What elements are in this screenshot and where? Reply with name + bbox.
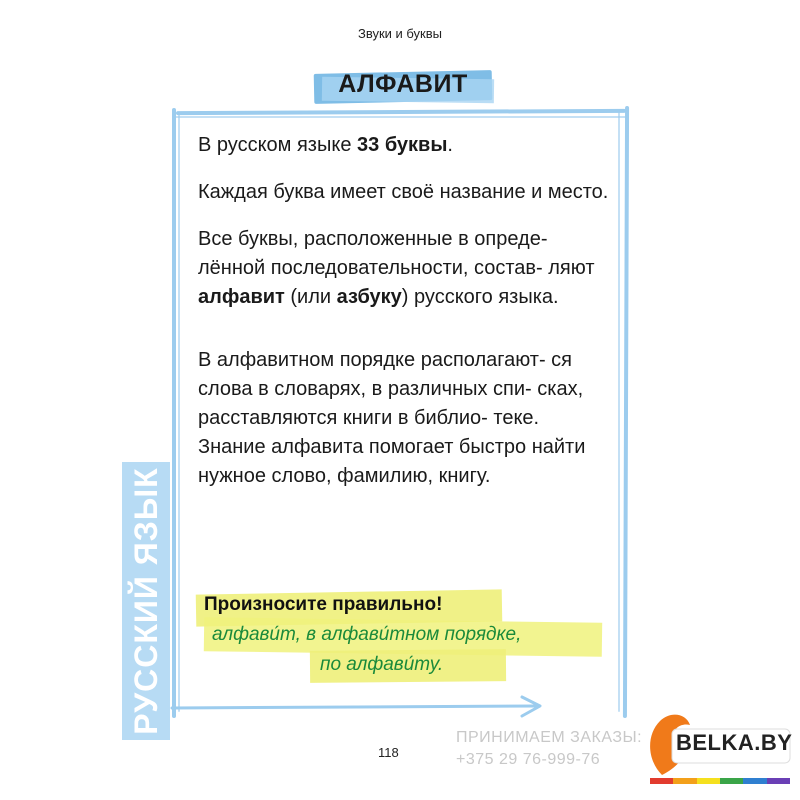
- paragraph-letter-count: [198, 131, 613, 160]
- frame-left-line: [172, 108, 176, 718]
- arrow-right-icon: [170, 692, 550, 722]
- page-header: Звуки и буквы: [357, 26, 442, 41]
- paragraph-alphabet-knowledge: Знание алфавита помогает быстро найти нужное слово, фамилию, книгу.: [198, 436, 586, 487]
- pronounce-line-1: алфави́т, в алфави́тном порядке,: [212, 624, 522, 645]
- p3-bold-alphabet: алфавит: [198, 286, 285, 308]
- watermark-line-2: +375 29 76-999-76: [456, 751, 601, 768]
- watermark-line-1: ПРИНИМАЕМ ЗАКАЗЫ:: [456, 729, 643, 746]
- section-title: АЛФАВИТ: [338, 70, 468, 98]
- p3-end: ) русского языка.: [401, 286, 559, 308]
- paragraph-alphabetical-order: В алфавитном порядке располагают- ся слова в словарях, в различных спи- сках, расставляются книги в библио- теке.: [198, 349, 584, 429]
- logo-text: BELKA.BY: [676, 730, 793, 755]
- page-number: 118: [378, 745, 399, 760]
- side-tab-label: РУССКИЙ ЯЗЫК: [128, 467, 164, 735]
- pronounce-line-2: по алфави́ту.: [320, 654, 444, 675]
- p3-text: Все буквы, расположенные в опреде- лённой последовательности, состав- ляют: [198, 228, 595, 279]
- p1-bold: 33 буквы: [357, 134, 448, 156]
- pronounce-title: Произносите правильно!: [204, 594, 443, 615]
- frame-top-line-inner: [172, 116, 628, 118]
- frame-top-line: [176, 109, 626, 115]
- p1-end: .: [447, 134, 453, 156]
- paragraph-alphabet-definition: [198, 225, 613, 312]
- p1-text: В русском языке: [198, 134, 358, 156]
- frame-right-line: [623, 106, 629, 718]
- main-text: [198, 131, 613, 491]
- logo-color-stripes: [650, 778, 790, 784]
- p3-bold-azbuka: азбуку: [336, 286, 402, 308]
- frame-right-line-inner: [618, 112, 620, 712]
- frame-left-line-inner: [178, 112, 180, 712]
- paragraph-name-place: Каждая буква имеет своё название и место.: [198, 181, 609, 203]
- p3-middle: (или: [284, 286, 337, 308]
- watermark-text: [456, 727, 642, 771]
